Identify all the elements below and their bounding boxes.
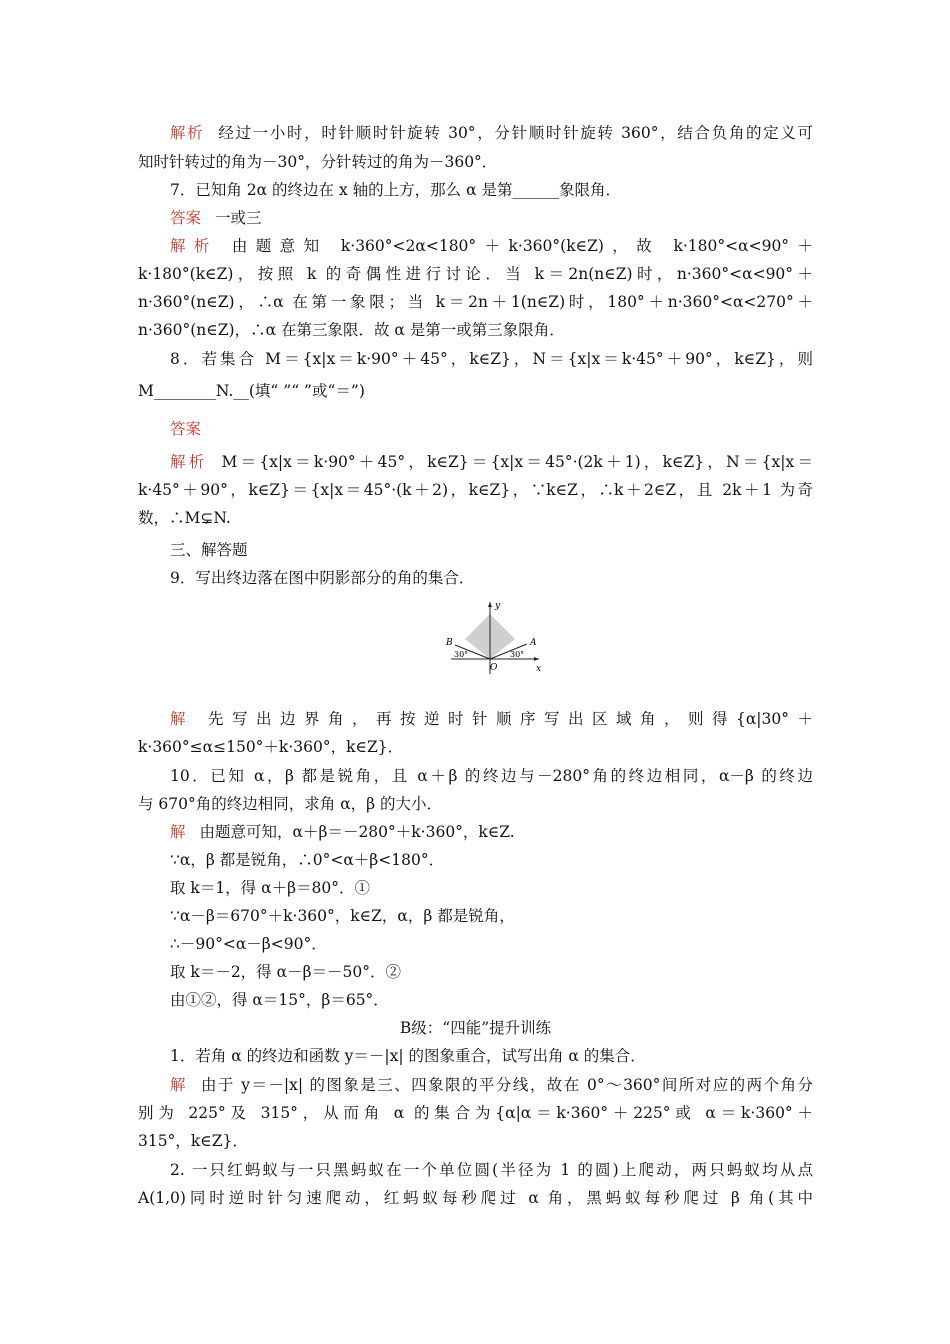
b-solution-1-line-2: 别为 225°及 315°，从而角 α 的集合为{α|α＝k·360°＋225°或 α＝k·360°＋ (138, 1104, 813, 1122)
o-label: O (490, 663, 498, 673)
analysis-8-line-2: k·45°＋90°，k∈Z}＝{x|x＝45°·(k＋2)，k∈Z}，∵k∈Z，∴k＋2∈Z，且 2k＋1 为奇 (138, 481, 813, 499)
solution-tag: 解 (170, 710, 194, 728)
x-label: x (536, 664, 542, 674)
b-question-2-line-2: A(1,0)同时逆时针匀速爬动，红蚂蚁每秒爬过 α 角，黑蚂蚁每秒爬过 β 角(其中 (138, 1189, 813, 1207)
solution-10-line-4: ∵α－β＝670°＋k·360°，k∈Z，α，β 都是锐角， (170, 907, 515, 925)
solution-9-line-2: k·360°≤α≤150°＋k·360°，k∈Z}． (138, 738, 404, 756)
question-9: 9．写出终边落在图中阴影部分的角的集合． (170, 569, 475, 587)
a-label: A (530, 638, 537, 648)
section-b-heading: B级：“四能”提升训练 (399, 1019, 552, 1037)
answer-tag: 答案 (170, 209, 202, 227)
answer-8 (170, 419, 813, 439)
solution-10-line-6: 取 k＝－2，得 α－β＝－50°．② (170, 963, 402, 981)
answer-7: 答案 一或三 (170, 209, 262, 227)
analysis-8-line-1: 解析 M＝{x|x＝k·90°＋45°，k∈Z}＝{x|x＝45°·(2k＋1)，k∈Z}，N＝{x|x＝ (170, 453, 813, 471)
analysis-7-line-3: n·360°(n∈Z)，∴α 在第一象限；当 k＝2n＋1(n∈Z)时，180°＋n·360°<α<270°＋ (138, 293, 813, 311)
b-question-1: 1．若角 α 的终边和函数 y＝－|x| 的图象重合，试写出角 α 的集合． (170, 1047, 646, 1065)
y-axis-arrow (488, 602, 492, 607)
angle-right-label: 30° (510, 650, 525, 659)
solution-10-line-5: ∴－90°<α－β<90°． (170, 935, 327, 953)
b-question-2-line-1: 2. 一只红蚂蚁与一只黑蚂蚁在一个单位圆(半径为 1 的圆)上爬动，两只蚂蚁均从点 (170, 1161, 813, 1179)
b-label: B (446, 638, 453, 648)
question-10-line-2: 与 670°角的终边相同，求角 α，β 的大小． (138, 795, 443, 813)
solution-tag: 解 (170, 1076, 187, 1094)
analysis-7-line-4: n·360°(n∈Z)，∴α 在第三象限．故 α 是第一或第三象限角． (138, 321, 565, 339)
b-solution-1-line-1: 解 由于 y＝－|x| 的图象是三、四象限的平分线，故在 0°～360°间所对应的两个角分 (170, 1076, 813, 1094)
b-solution-1-line-3: 315°，k∈Z}． (138, 1132, 248, 1150)
solution-9-line-1: 解 先写出边界角，再按逆时针顺序写出区域角，则得{α|30°＋ (170, 710, 813, 728)
question-8-line-2: M________N.__(填“ ”“ ”或“＝”) (138, 382, 365, 400)
analysis-7-line-2: k·180°(k∈Z)，按照 k 的奇偶性进行讨论．当 k＝2n(n∈Z)时，n·360°<α<90°＋ (138, 265, 813, 283)
solution-10-line-2: ∵α，β 都是锐角，∴0°<α＋β<180°． (170, 851, 445, 869)
analysis-8-line-3: 数，∴M⊊N. (138, 509, 231, 527)
section-heading: 三、解答题 (170, 541, 248, 559)
angle-figure (443, 598, 543, 676)
x-axis-arrow (534, 657, 539, 661)
answer-tag: 答案 (170, 420, 202, 438)
analysis-7-line-1: 解析 由题意知 k·360°<2α<180°＋k·360°(k∈Z)，故 k·180°<α<90°＋ (170, 237, 813, 255)
solution-10-line-7: 由①②，得 α＝15°，β＝65°． (170, 991, 389, 1009)
solution-10-line-3: 取 k＝1，得 α＋β＝80°．① (170, 879, 371, 897)
question-7: 7．已知角 2α 的终边在 x 轴的上方，那么 α 是第______象限角． (170, 181, 621, 199)
solution-tag: 解 (170, 823, 186, 841)
analysis-tag: 解析 (170, 124, 205, 142)
analysis-6-line-1: 解析 经过一小时，时针顺时针旋转 30°，分针顺时针旋转 360°，结合负角的定义可 (170, 124, 813, 142)
analysis-tag: 解析 (170, 453, 208, 471)
solution-10-line-1: 解 由题意可知，α＋β＝－280°＋k·360°，k∈Z. (170, 823, 515, 841)
analysis-6-line-2: 知时针转过的角为－30°，分针转过的角为－360°． (138, 153, 498, 171)
question-10-line-1: 10．已知 α，β 都是锐角，且 α＋β 的终边与－280°角的终边相同，α－β 的终边 (170, 767, 813, 785)
question-8-line-1: 8．若集合 M＝{x|x＝k·90°＋45°，k∈Z}，N＝{x|x＝k·45°＋90°，k∈Z}，则 (170, 350, 813, 368)
y-label: y (495, 601, 501, 611)
analysis-tag: 解析 (170, 237, 218, 255)
angle-left-label: 30° (454, 650, 469, 659)
